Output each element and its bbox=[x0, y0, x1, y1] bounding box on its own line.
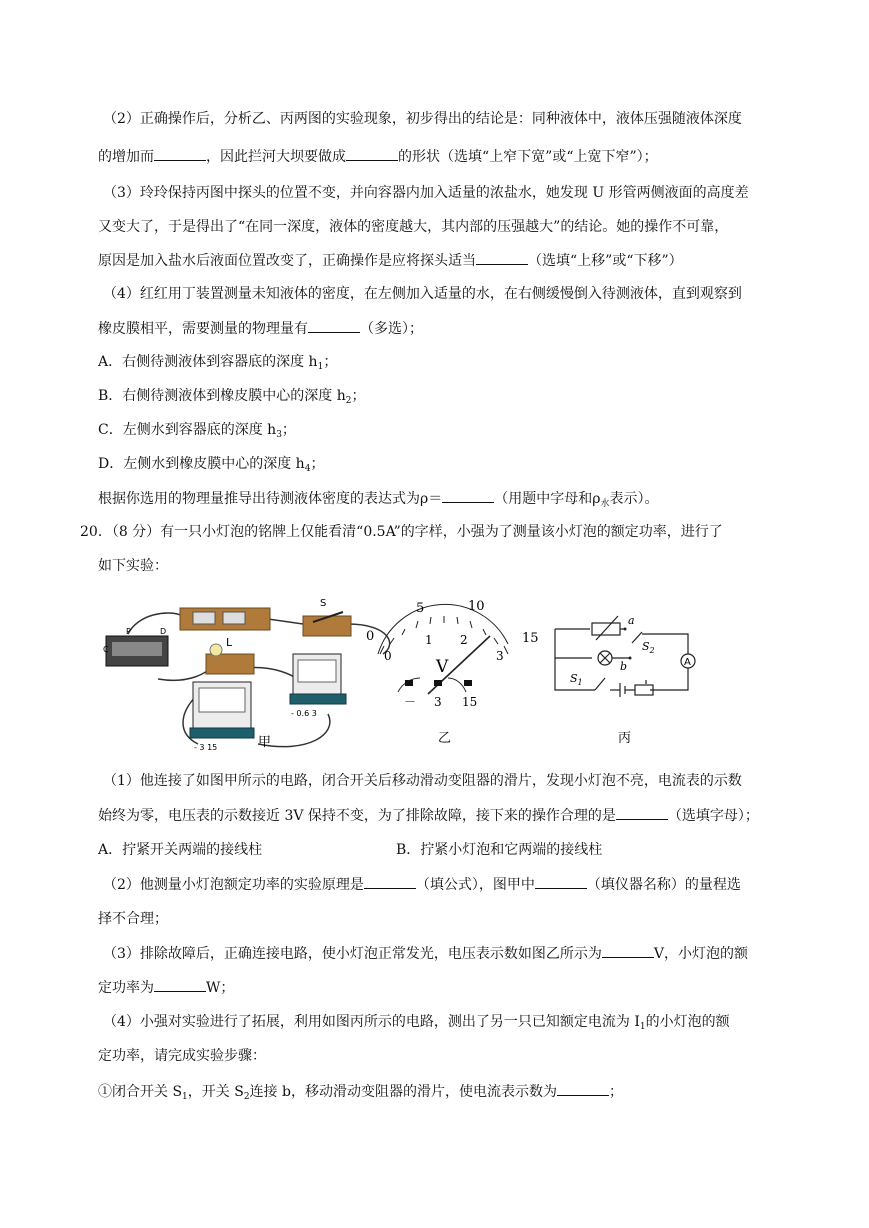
answer-blank[interactable] bbox=[616, 805, 668, 820]
q20-part1-option-b: B．拧紧小灯泡和它两端的接线柱 bbox=[396, 842, 603, 858]
dial-bottom-3: 3 bbox=[496, 649, 504, 663]
q20-part3-line1: （3）排除故障后，正确连接电路，使小灯泡正常发光，电压表示数如图乙所示为 V，小灯泡的额 bbox=[103, 943, 748, 964]
contact-a-label: a bbox=[628, 614, 635, 627]
answer-blank[interactable] bbox=[308, 318, 360, 333]
q19-option-b: B．右侧待测液体到橡皮膜中心的深度 $h_2$； bbox=[98, 388, 366, 406]
label-yi: 乙 bbox=[438, 731, 452, 746]
dial-bottom-0: 0 bbox=[384, 649, 392, 663]
circuit-bing-svg bbox=[550, 594, 700, 754]
answer-blank[interactable] bbox=[557, 1081, 609, 1096]
q19-option-c: C．左侧水到容器底的深度 $h_3$； bbox=[98, 422, 296, 440]
answer-blank[interactable] bbox=[154, 146, 206, 161]
q20-part1-line2: 始终为零，电压表的示数接近 3V 保持不变，为了排除故障，接下来的操作合理的是 （选填字母）； bbox=[98, 805, 759, 826]
switch-base bbox=[303, 616, 351, 636]
q20-part2-line1: （2）他测量小灯泡额定功率的实验原理是 （填公式），图甲中 （填仪器名称）的量程选 bbox=[103, 874, 741, 895]
dial-top-0: 0 bbox=[366, 629, 375, 644]
lamp-base bbox=[206, 654, 254, 674]
dial-term-15: 15 bbox=[462, 695, 478, 709]
answer-blank[interactable] bbox=[602, 943, 654, 958]
dial-top-5: 5 bbox=[416, 601, 425, 616]
circuit-figure-svg bbox=[98, 594, 558, 754]
label-jia: 甲 bbox=[258, 735, 272, 750]
q19-part2-line1: （2）正确操作后，分析乙、丙两图的实验现象，初步得出的结论是：同种液体中，液体压强随液体深度 bbox=[103, 111, 742, 127]
dial-top-15: 15 bbox=[522, 631, 539, 646]
dial-bottom-1: 1 bbox=[425, 633, 433, 647]
answer-blank[interactable] bbox=[476, 250, 528, 265]
contact-b-label: b bbox=[620, 660, 628, 673]
dial-term-neg: － bbox=[404, 695, 417, 709]
q20-part1-option-a: A．拧紧开关两端的接线柱 bbox=[98, 842, 263, 858]
q20-part1-line1: （1）他连接了如图甲所示的电路，闭合开关后移动滑动变阻器的滑片，发现小灯泡不亮，电流表的示数 bbox=[103, 773, 742, 789]
q19-option-d: D．左侧水到橡皮膜中心的深度 $h_4$； bbox=[98, 456, 325, 474]
answer-blank[interactable] bbox=[535, 874, 587, 889]
voltmeter-terminals: - 3 15 bbox=[194, 743, 218, 752]
switch-s1-label: $S_1$ bbox=[570, 672, 583, 687]
switch-label: S bbox=[320, 598, 327, 609]
q20-part4-line2: 定功率，请完成实验步骤： bbox=[98, 1048, 266, 1064]
q19-part3-line3: 原因是加入盐水后液面位置改变了，正确操作是应将探头适当 （选填“上移”或“下移”） bbox=[98, 250, 683, 271]
q19-part4-line2: 橡皮膜相平，需要测量的物理量有 （多选）； bbox=[98, 318, 423, 339]
q19-part3-line1: （3）玲玲保持丙图中探头的位置不变，并向容器内加入适量的浓盐水，她发现 U 形管两侧液面的高度差 bbox=[103, 185, 749, 201]
q20-part2-line2: 择不合理； bbox=[98, 911, 168, 927]
circuit-diagram-bing bbox=[550, 594, 700, 754]
dial-top-10: 10 bbox=[468, 599, 485, 614]
circuit-figure bbox=[98, 594, 558, 754]
dial-symbol: V bbox=[436, 657, 449, 677]
label-bing: 丙 bbox=[618, 731, 632, 746]
ammeter-symbol: A bbox=[684, 657, 691, 668]
q19-part3-line2: 又变大了，于是得出了“在同一深度，液体的密度越大，其内部的压强越大”的结论。她的操作不可靠， bbox=[98, 219, 729, 235]
apparatus-jia bbox=[103, 598, 390, 752]
svg-text:P: P bbox=[126, 627, 131, 636]
answer-blank[interactable] bbox=[442, 488, 494, 503]
answer-blank[interactable] bbox=[364, 874, 416, 889]
q19-option-a: A．右侧待测液体到容器底的深度 $h_1$； bbox=[98, 354, 338, 372]
voltmeter-dial-yi bbox=[366, 599, 539, 746]
ammeter-terminals: - 0.6 3 bbox=[291, 709, 317, 718]
q19-part2-line2: 的增加而 ，因此拦河大坝要做成 的形状（选填“上窄下宽”或“上宽下窄”）； bbox=[98, 146, 658, 167]
dial-term-3: 3 bbox=[434, 695, 442, 709]
q19-part4-line1: （4）红红用丁装置测量未知液体的密度，在左侧加入适量的水，在右侧缓慢倒入待测液体，直到观察到 bbox=[103, 286, 742, 302]
svg-text:C: C bbox=[103, 645, 109, 654]
q20-intro-line1: 20．（8 分）有一只小灯泡的铭牌上仅能看清“0.5A”的字样，小强为了测量该小灯泡的额定功率，进行了 bbox=[80, 524, 723, 540]
dial-bottom-2: 2 bbox=[460, 633, 468, 647]
answer-blank[interactable] bbox=[154, 977, 206, 992]
q20-intro-line2: 如下实验： bbox=[98, 558, 168, 574]
q20-step1: ①闭合开关 $S_1$，开关 $S_2$连接 b，移动滑动变阻器的滑片，使电流表示数为 ； bbox=[98, 1081, 623, 1107]
lamp-label: L bbox=[226, 636, 233, 649]
svg-text:D: D bbox=[160, 627, 167, 636]
q20-part3-line2: 定功率为 W； bbox=[98, 977, 234, 998]
switch-s2-label: $S_2$ bbox=[642, 640, 655, 655]
answer-blank[interactable] bbox=[346, 146, 398, 161]
lamp-bulb bbox=[210, 644, 222, 656]
q20-part4-line1: （4）小强对实验进行了拓展，利用如图丙所示的电路，测出了另一只已知额定电流为 $I_1$的小灯泡的额 bbox=[103, 1014, 730, 1032]
q19-density-expression: 根据你选用的物理量推导出待测液体密度的表达式为ρ＝ （用题中字母和$\rho_水$表示）。 bbox=[98, 488, 658, 514]
